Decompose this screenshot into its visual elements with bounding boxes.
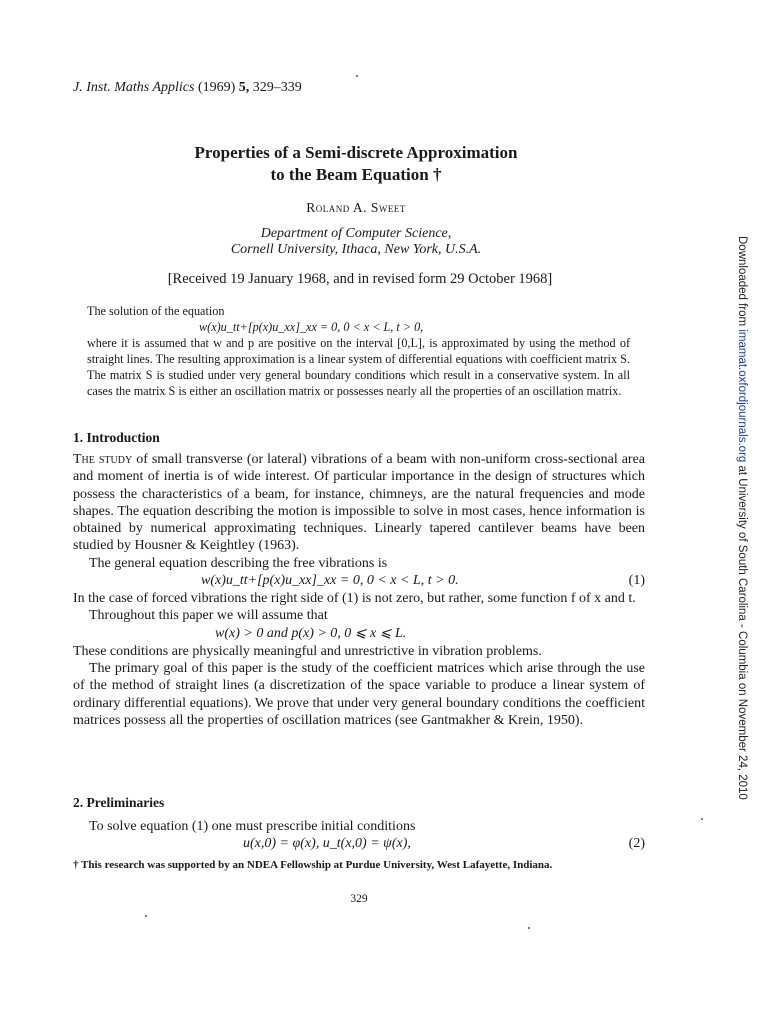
watermark-prefix: Downloaded from [736,236,748,327]
journal-name: J. Inst. Maths Applics [73,80,195,95]
intro-paragraph-1 [73,451,645,555]
abstract-equation: w(x)u_tt+[p(x)u_xx]_xx = 0, 0 < x < L, t > 0, [199,320,424,334]
author-name: Roland A. Sweet [306,200,406,215]
page-number: 329 [350,893,368,905]
affiliation-line-1: Department of Computer Science, [260,226,452,241]
intro-paragraph-1-text: of small transverse (or lateral) vibrations of a beam with non-uniform cross-sectional area and moment of inertia is of wide interest. Of particular importance in the design of structures which possess the characteristics of a beam, for instance, chimneys, are the natural frequencies and mode shapes. The equation describing the motion is impossible to solve in most cases, hence information is obtained by numerical approximating techniques. Linearly tapered cantilever beams have been studied by Housner & Keightley (1963). [73,452,646,554]
section-1-heading: 1. Introduction [73,430,160,445]
journal-year: (1969) [197,80,236,95]
assumption-equation [73,625,645,643]
paper-title-line-1: Properties of a Semi-discrete Approximation [194,143,518,162]
equation-2 [73,835,645,853]
prelim-paragraph-1: To solve equation (1) one must prescribe initial conditions [89,819,416,834]
intro-paragraph-6: The primary goal of this paper is the study of the coefficient matrices which arise through the use of the method of straight lines (a discretization of the space variable to produce a linear system of ordinary differential equations). We prove that under very general boundary conditions the coefficient matrices possess all the properties of oscillation matrices (see Gantmakher & Krein, 1950). [73,660,645,728]
section-1-body [73,451,645,729]
watermark-suffix: at University of South Carolina - Columbia on November 24, 2010 [736,465,748,800]
lead-word: The study [73,452,133,467]
equation-1-number: (1) [628,573,645,589]
abstract-intro: The solution of the equation [87,304,225,318]
assumption-equation-body: w(x) > 0 and p(x) > 0, 0 ⩽ x ⩽ L. [215,625,407,641]
watermark-link[interactable]: imamat.oxfordjournals.org [736,329,748,463]
equation-1-body: w(x)u_tt+[p(x)u_xx]_xx = 0, 0 < x < L, t > 0. [201,573,459,589]
intro-paragraph-5: These conditions are physically meaningful and unrestrictive in vibration problems. [73,643,542,659]
footnote: † This research was supported by an NDEA Fellowship at Purdue University, West Lafayette, Indiana. [73,859,553,871]
section-2-body [73,818,645,853]
scan-speck [528,927,530,929]
intro-paragraph-3: In the case of forced vibrations the right side of (1) is not zero, but rather, some function f of x and t. [73,591,636,607]
equation-1 [73,572,645,590]
download-watermark [736,236,748,800]
journal-volume: 5, [238,80,250,95]
section-2-heading: 2. Preliminaries [73,795,165,810]
equation-2-number: (2) [628,836,645,851]
received-dates: [Received 19 January 1968, and in revised form 29 October 1968] [167,271,553,287]
abstract-text: where it is assumed that w and p are positive on the interval [0,L], is approximated by using the method of straight lines. The resulting approximation is a linear system of differential equations with coefficient matrix S. The matrix S is studied under very general boundary conditions which result in a conservative system. In all cases the matrix S is either an oscillation matrix or possesses nearly all the properties of an oscillation matrix. [87,336,630,398]
scan-speck [356,75,358,77]
abstract [87,303,630,399]
affiliation-line-2: Cornell University, Ithaca, New York, U.S.A. [230,242,482,257]
equation-2-body: u(x,0) = φ(x), u_t(x,0) = ψ(x), [243,836,411,851]
paper-title-line-2: to the Beam Equation † [270,165,442,184]
intro-paragraph-4: Throughout this paper we will assume that [89,608,328,624]
intro-paragraph-2: The general equation describing the free vibrations is [89,555,388,571]
scan-speck [701,818,703,820]
journal-reference [73,80,302,96]
scan-speck [145,915,147,917]
journal-pages: 329–339 [252,80,302,95]
